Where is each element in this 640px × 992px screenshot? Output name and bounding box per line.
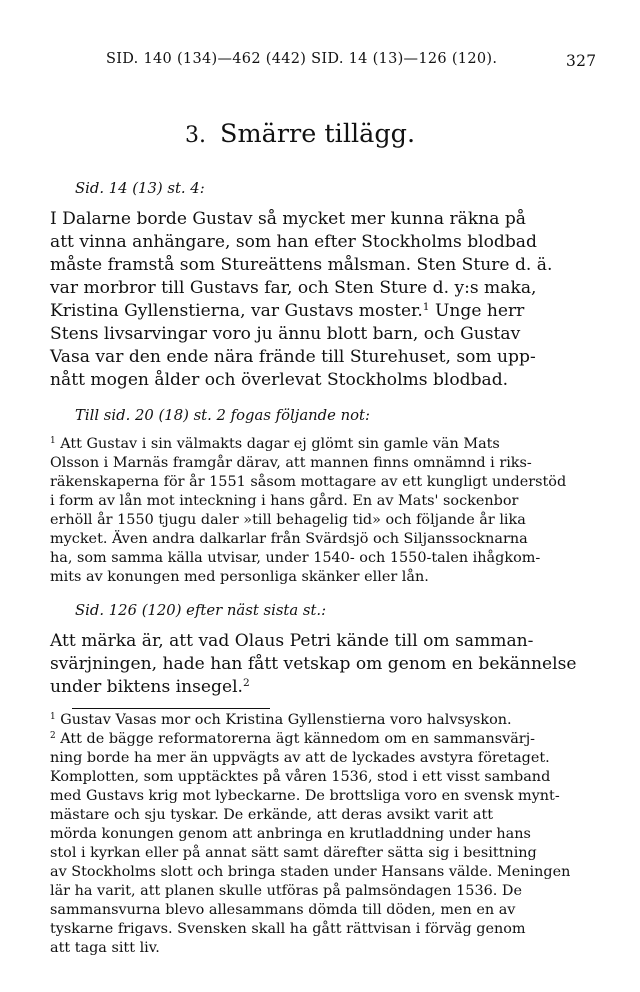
body-line xyxy=(50,301,524,321)
footnote-line: mörda konungen genom att anbringa en krutladdning under hans xyxy=(50,826,531,842)
body-line: måste framstå som Stureättens målsman. Sten Sture d. ä. xyxy=(50,255,553,275)
footnote-divider xyxy=(72,708,270,709)
note-line: i form av lån mot inteckning i hans gård. En av Mats' sockenbor xyxy=(50,493,519,509)
footnote-line: med Gustavs krig mot lybeckarne. De brottsliga voro en svensk mynt- xyxy=(50,788,560,804)
note-line: mycket. Även andra dalkarlar från Svärdsjö och Siljanssocknarna xyxy=(50,531,528,547)
footnote-text: Att de bägge reformatorerna ägt kännedom om en sammansvärj- xyxy=(60,731,536,747)
footnote-line: ning borde ha mer än uppvägts av att de lyckades avstyra företaget. xyxy=(50,750,550,766)
footnote-line: sammansvurna blevo allesammans dömda till döden, men en av xyxy=(50,902,516,918)
section-2-heading: Till sid. 20 (18) st. 2 fogas följande not: xyxy=(75,407,370,424)
section-1-heading: Sid. 14 (13) st. 4: xyxy=(75,180,205,197)
footnote-mark: 2 xyxy=(50,731,56,742)
body-line: nått mogen ålder och överlevat Stockholms blodbad. xyxy=(50,370,509,390)
footnote-line: att taga sitt liv. xyxy=(50,940,160,956)
body-line-tail: Unge herr xyxy=(429,301,525,321)
footnote-mark: 1 xyxy=(50,712,56,723)
section-title xyxy=(185,119,415,149)
note-line: ha, som samma källa utvisar, under 1540- och 1550-talen ihågkom- xyxy=(50,550,541,566)
footnote-1 xyxy=(50,712,512,728)
note-line xyxy=(50,436,500,452)
body-line: Stens livsarvingar voro ju ännu blott barn, och Gustav xyxy=(50,324,521,344)
footnote-line: lär ha varit, att planen skulle utföras på palmsöndagen 1536. De xyxy=(50,883,522,899)
body-line: att vinna anhängare, som han efter Stockholms blodbad xyxy=(50,232,537,252)
footnote-line: stol i kyrkan eller på annat sätt samt därefter sätta sig i besittning xyxy=(50,845,537,861)
footnote-line: mästare och sju tyskar. De erkände, att deras avsikt varit att xyxy=(50,807,494,823)
footnote-line: tyskarne frigavs. Svensken skall ha gått rättvisan i förväg genom xyxy=(50,921,526,937)
section-title-text: Smärre tillägg. xyxy=(220,119,416,149)
body-line-text: Kristina Gyllenstierna, var Gustavs moster. xyxy=(50,301,423,321)
note-line: Olsson i Marnäs framgår därav, att mannen finns omnämnd i riks- xyxy=(50,455,532,471)
note-line-text: Att Gustav i sin välmakts dagar ej glömt sin gamle vän Mats xyxy=(60,436,500,452)
section-number: 3. xyxy=(185,123,206,148)
footnote-ref-1: 1 xyxy=(422,301,430,314)
page-number: 327 xyxy=(566,51,597,70)
body-line: svärjningen, hade han fått vetskap om genom en bekännelse xyxy=(50,654,577,674)
footnote-line: Komplotten, som upptäcktes på våren 1536, stod i ett visst samband xyxy=(50,769,551,785)
body-line-text: under biktens insegel. xyxy=(50,677,243,697)
body-line: Att märka är, att vad Olaus Petri kände till om samman- xyxy=(50,631,534,651)
note-mark: 1 xyxy=(50,436,56,447)
note-line: räkenskaperna för år 1551 såsom mottagare av ett kungligt understöd xyxy=(50,474,567,490)
body-line: I Dalarne borde Gustav så mycket mer kunna räkna på xyxy=(50,209,526,229)
body-line: Vasa var den ende nära frände till Sturehuset, som upp- xyxy=(50,347,536,367)
note-line: mits av konungen med personliga skänker eller lån. xyxy=(50,569,429,585)
body-line xyxy=(50,677,250,697)
footnote-text: Gustav Vasas mor och Kristina Gyllenstierna voro halvsyskon. xyxy=(60,712,512,728)
note-line: erhöll år 1550 tjugu daler »till behagelig tid» och följande år lika xyxy=(50,512,526,528)
section-3-heading: Sid. 126 (120) efter näst sista st.: xyxy=(75,602,327,619)
body-line: var morbror till Gustavs far, och Sten Sture d. y:s maka, xyxy=(50,278,537,298)
footnote-line: av Stockholms slott och bringa staden under Hansans välde. Meningen xyxy=(50,864,571,880)
footnote-2 xyxy=(50,731,535,747)
footnote-ref-2: 2 xyxy=(242,677,250,690)
running-header: SID. 140 (134)—462 (442) SID. 14 (13)—126 (120). xyxy=(106,51,498,67)
